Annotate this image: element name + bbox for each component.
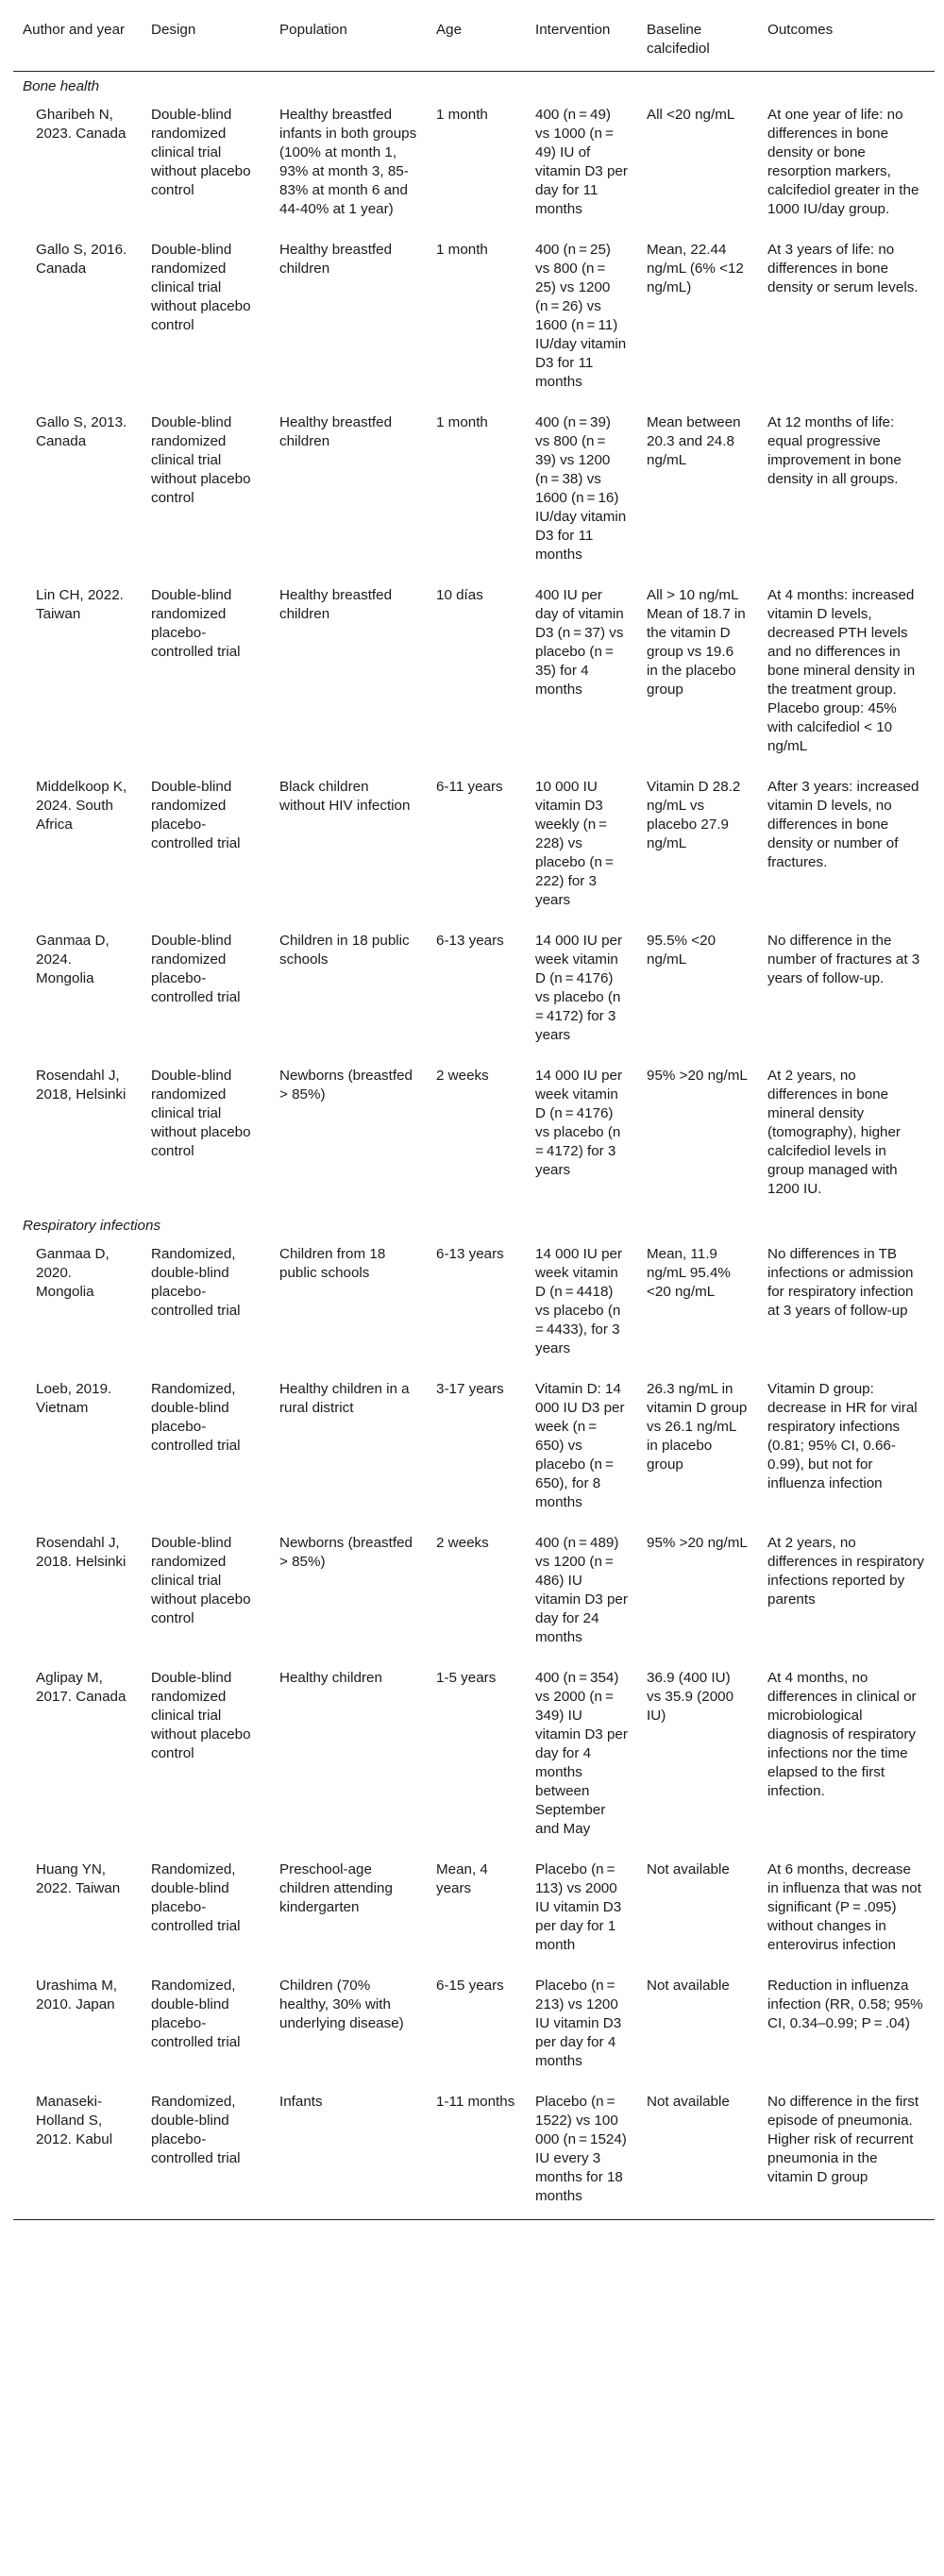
cell-intervention: 400 (n = 354) vs 2000 (n = 349) IU vitamin D3 per day for 4 months between September and May (535, 1670, 628, 1837)
cell-population: Preschool-age children attending kindergarten (279, 1861, 393, 1915)
cell-baseline-calcifediol: All <20 ng/mL (647, 107, 735, 123)
studies-table (13, 11, 935, 2220)
cell-age: 6-15 years (436, 1978, 504, 1994)
cell-outcomes: At 2 years, no differences in respiratory infections reported by parents (767, 1535, 925, 1608)
cell-intervention: 400 (n = 25) vs 800 (n = 25) vs 1200 (n = 26) vs 1600 (n = 11) IU/day vitamin D3 for 11 months (535, 242, 627, 390)
cell-population: Healthy breastfed infants in both groups (100% at month 1, 93% at month 3, 85-83% at month 6 and 44-40% at 1 year) (279, 107, 417, 217)
cell-age: 2 weeks (436, 1068, 489, 1084)
table-row (13, 1967, 935, 2083)
cell-population: Children from 18 public schools (279, 1246, 386, 1281)
cell-baseline-calcifediol: 95% >20 ng/mL (647, 1068, 748, 1084)
cell-outcomes: At 2 years, no differences in bone mineral density (tomography), higher calcifediol levels in group managed with 1200 IU. (767, 1068, 901, 1197)
header-intervention: Intervention (526, 11, 637, 72)
cell-intervention: 10 000 IU vitamin D3 weekly (n = 228) vs placebo (n = 222) for 3 years (535, 779, 616, 908)
cell-intervention: 14 000 IU per week vitamin D (n = 4176) vs placebo (n = 4172) for 3 years (535, 933, 624, 1043)
cell-baseline-calcifediol: Mean, 22.44 ng/mL (6% <12 ng/mL) (647, 242, 744, 295)
cell-outcomes: At 3 years of life: no differences in bone density or serum levels. (767, 242, 919, 295)
cell-design: Double-blind randomized clinical trial without placebo control (151, 242, 251, 333)
cell-design: Double-blind randomized clinical trial without placebo control (151, 1670, 251, 1761)
cell-age: 1-5 years (436, 1670, 497, 1686)
cell-outcomes: No differences in TB infections or admission for respiratory infection at 3 years of follow-up (767, 1246, 914, 1319)
cell-intervention: 14 000 IU per week vitamin D (n = 4176) vs placebo (n = 4172) for 3 years (535, 1068, 624, 1178)
cell-intervention: 400 IU per day of vitamin D3 (n = 37) vs placebo (n = 35) for 4 months (535, 587, 624, 698)
cell-intervention: 400 (n = 39) vs 800 (n = 39) vs 1200 (n = 38) vs 1600 (n = 16) IU/day vitamin D3 for 11 months (535, 414, 627, 563)
cell-design: Randomized, double-blind placebo-controlled trial (151, 1861, 241, 1934)
table-row (13, 577, 935, 768)
cell-design: Randomized, double-blind placebo-controlled trial (142, 2083, 270, 2220)
header-design: Design (142, 11, 270, 72)
table-row (13, 768, 935, 922)
cell-intervention: 400 (n = 49) vs 1000 (n = 49) IU of vitamin D3 per day for 11 months (535, 107, 628, 217)
cell-outcomes: After 3 years: increased vitamin D levels, no differences in bone density or number of fractures. (767, 779, 919, 870)
cell-author-year: Middelkoop K, 2024. South Africa (36, 779, 127, 833)
table-row (13, 96, 935, 231)
table-row (13, 922, 935, 1057)
cell-baseline-calcifediol: All > 10 ng/mL Mean of 18.7 in the vitamin D group vs 19.6 in the placebo group (647, 587, 746, 698)
cell-design: Double-blind randomized clinical trial without placebo control (151, 1068, 251, 1159)
cell-design: Double-blind randomized placebo-controlled trial (151, 779, 241, 851)
cell-age: 2 weeks (436, 1535, 489, 1551)
table-row (13, 404, 935, 577)
cell-design: Double-blind randomized clinical trial without placebo control (151, 107, 251, 198)
cell-author-year: Rosendahl J, 2018. Helsinki (36, 1535, 126, 1570)
cell-author-year: Gharibeh N, 2023. Canada (36, 107, 126, 142)
cell-baseline-calcifediol: Mean, 11.9 ng/mL 95.4% <20 ng/mL (647, 1246, 731, 1300)
cell-baseline-calcifediol: 36.9 (400 IU) vs 35.9 (2000 IU) (647, 1670, 734, 1724)
table-row (13, 1057, 935, 1211)
header-outcomes: Outcomes (758, 11, 935, 72)
cell-outcomes: At 12 months of life: equal progressive improvement in bone density in all groups. (767, 414, 902, 487)
cell-population: Infants (270, 2083, 427, 2220)
cell-outcomes: No difference in the first episode of pneumonia. Higher risk of recurrent pneumonia in the vitamin D group (758, 2083, 935, 2220)
cell-intervention: Vitamin D: 14 000 IU D3 per week (n = 650) vs placebo (n = 650), for 8 months (535, 1381, 625, 1510)
table-row (13, 1236, 935, 1371)
cell-population: Healthy breastfed children (279, 414, 393, 449)
cell-age: 6-11 years (436, 779, 503, 795)
cell-population: Children (70% healthy, 30% with underlying disease) (279, 1978, 404, 2031)
cell-population: Healthy breastfed children (279, 242, 393, 277)
cell-design: Double-blind randomized placebo-controlled trial (151, 587, 241, 660)
header-row (13, 11, 935, 72)
table-row (13, 1524, 935, 1659)
cell-design: Double-blind randomized placebo-controlled trial (151, 933, 241, 1005)
cell-intervention: Placebo (n = 213) vs 1200 IU vitamin D3 per day for 4 months (535, 1978, 622, 2069)
cell-author-year: Loeb, 2019. Vietnam (36, 1381, 112, 1416)
table-row (13, 1659, 935, 1851)
cell-outcomes: At 4 months: increased vitamin D levels, decreased PTH levels and no differences in bone mineral density in the treatment group. Placebo group: 45% with calcifediol < 10 ng/mL (767, 587, 916, 754)
cell-author-year: Lin CH, 2022. Taiwan (36, 587, 124, 622)
cell-author-year: Ganmaa D, 2020. Mongolia (36, 1246, 110, 1300)
cell-intervention: Placebo (n = 1522) vs 100 000 (n = 1524) IU every 3 months for 18 months (526, 2083, 637, 2220)
cell-population: Healthy breastfed children (279, 587, 393, 622)
cell-age: 1-11 months (427, 2083, 526, 2220)
cell-outcomes: At 6 months, decrease in influenza that was not significant (P = .095) without changes in enterovirus infection (767, 1861, 921, 1953)
cell-outcomes: Reduction in influenza infection (RR, 0.58; 95% CI, 0.34–0.99; P = .04) (767, 1978, 923, 2031)
cell-population: Healthy children (279, 1670, 382, 1686)
section-title: Bone health (23, 78, 100, 94)
cell-author-year: Manaseki-Holland S, 2012. Kabul (13, 2083, 142, 2220)
table-body (13, 72, 935, 2220)
cell-author-year: Aglipay M, 2017. Canada (36, 1670, 126, 1705)
cell-intervention: 14 000 IU per week vitamin D (n = 4418) vs placebo (n = 4433), for 3 years (535, 1246, 624, 1356)
header-baseline-calcifediol: Baseline calcifediol (637, 11, 758, 72)
cell-population: Black children without HIV infection (279, 779, 411, 814)
cell-design: Double-blind randomized clinical trial without placebo control (151, 414, 251, 506)
cell-baseline-calcifediol: Not available (637, 2083, 758, 2220)
cell-age: 6-13 years (436, 933, 504, 949)
cell-author-year: Huang YN, 2022. Taiwan (36, 1861, 121, 1896)
cell-design: Randomized, double-blind placebo-controlled trial (151, 1246, 241, 1319)
cell-age: 6-13 years (436, 1246, 504, 1262)
cell-baseline-calcifediol: Mean between 20.3 and 24.8 ng/mL (647, 414, 741, 468)
cell-baseline-calcifediol: 95.5% <20 ng/mL (647, 933, 716, 968)
cell-intervention: Placebo (n = 113) vs 2000 IU vitamin D3 per day for 1 month (535, 1861, 622, 1953)
cell-outcomes: Vitamin D group: decrease in HR for viral respiratory infections (0.81; 95% CI, 0.66-0.99), but not for influenza infection (767, 1381, 918, 1491)
table-header (13, 11, 935, 72)
section-title: Respiratory infections (23, 1218, 161, 1234)
cell-outcomes: No difference in the number of fractures at 3 years of follow-up. (767, 933, 920, 986)
cell-age: 1 month (436, 242, 488, 258)
cell-author-year: Ganmaa D, 2024. Mongolia (36, 933, 110, 986)
cell-age: 3-17 years (436, 1381, 504, 1397)
cell-design: Randomized, double-blind placebo-controlled trial (151, 1978, 241, 2050)
cell-population: Children in 18 public schools (279, 933, 410, 968)
cell-author-year: Rosendahl J, 2018, Helsinki (36, 1068, 126, 1103)
section-row (13, 1211, 935, 1236)
cell-author-year: Gallo S, 2013. Canada (36, 414, 127, 449)
cell-age: Mean, 4 years (436, 1861, 488, 1896)
header-author-year: Author and year (13, 11, 142, 72)
cell-age: 1 month (436, 414, 488, 430)
cell-population: Newborns (breastfed > 85%) (279, 1068, 413, 1103)
cell-baseline-calcifediol: Not available (647, 1861, 730, 1877)
cell-intervention: 400 (n = 489) vs 1200 (n = 486) IU vitamin D3 per day for 24 months (535, 1535, 628, 1645)
table-row (13, 2083, 935, 2220)
cell-outcomes: At one year of life: no differences in bone density or bone resorption markers, calcifediol greater in the 1000 IU/day group. (767, 107, 919, 217)
cell-age: 10 días (436, 587, 483, 603)
cell-baseline-calcifediol: Vitamin D 28.2 ng/mL vs placebo 27.9 ng/mL (647, 779, 741, 851)
cell-design: Double-blind randomized clinical trial without placebo control (151, 1535, 251, 1626)
section-row (13, 72, 935, 97)
cell-population: Healthy children in a rural district (279, 1381, 410, 1416)
cell-baseline-calcifediol: Not available (647, 1978, 730, 1994)
cell-author-year: Gallo S, 2016. Canada (36, 242, 127, 277)
table-row (13, 1851, 935, 1967)
cell-design: Randomized, double-blind placebo-controlled trial (151, 1381, 241, 1454)
cell-age: 1 month (436, 107, 488, 123)
table-row (13, 1371, 935, 1524)
header-age: Age (427, 11, 526, 72)
cell-baseline-calcifediol: 95% >20 ng/mL (647, 1535, 748, 1551)
table-row (13, 231, 935, 404)
cell-population: Newborns (breastfed > 85%) (279, 1535, 413, 1570)
cell-outcomes: At 4 months, no differences in clinical or microbiological diagnosis of respiratory infections nor the time elapsed to the first infection. (767, 1670, 917, 1799)
header-population: Population (270, 11, 427, 72)
cell-author-year: Urashima M, 2010. Japan (36, 1978, 118, 2012)
cell-baseline-calcifediol: 26.3 ng/mL in vitamin D group vs 26.1 ng/mL in placebo group (647, 1381, 748, 1473)
